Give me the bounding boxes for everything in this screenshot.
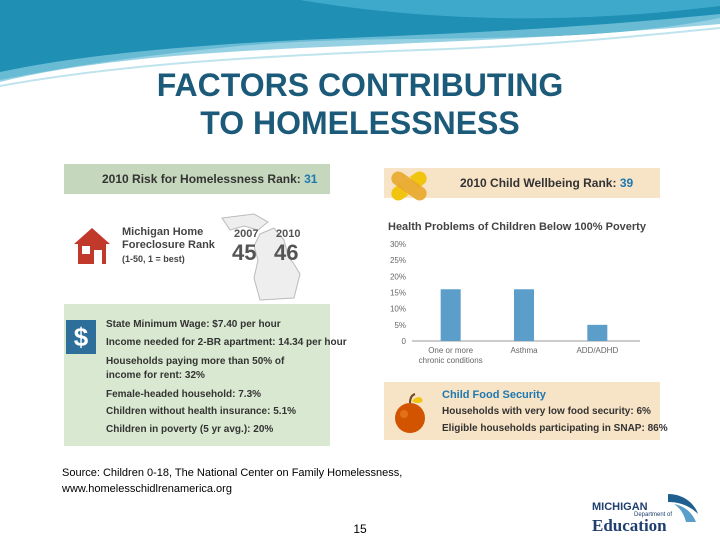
y-tick-label: 20% xyxy=(389,272,406,282)
risk-rank-bar xyxy=(64,164,330,194)
chart-title: Health Problems of Children Below 100% Poverty xyxy=(388,221,646,233)
food-security-title: Child Food Security xyxy=(442,389,546,401)
foreclosure-year-2010: 2010 xyxy=(276,228,301,240)
house-icon xyxy=(72,226,112,266)
stat-female-headed: Female-headed household: 7.3% xyxy=(106,389,262,400)
page-number: 15 xyxy=(353,522,367,536)
y-tick-label: 30% xyxy=(389,240,406,249)
logo-education: Education xyxy=(592,516,667,534)
chart-plot-area xyxy=(390,240,640,365)
wellbeing-rank-label: 2010 Child Wellbeing Rank: xyxy=(460,176,617,190)
source-line-2: www.homelesschidlrenamerica.org xyxy=(62,483,232,495)
stat-min-wage: State Minimum Wage: $7.40 per hour xyxy=(106,319,281,330)
logo-department-of: Department of xyxy=(634,512,673,518)
x-tick-label: chronic conditions xyxy=(418,356,483,365)
y-tick-label: 25% xyxy=(389,256,406,266)
foreclosure-rank-2007: 45 xyxy=(232,240,257,265)
x-tick-label: One or more xyxy=(428,346,474,355)
bar xyxy=(587,325,607,341)
apple-icon xyxy=(390,392,430,434)
foreclosure-rank-2010: 46 xyxy=(274,240,299,265)
wellbeing-rank-value: 39 xyxy=(619,176,634,190)
title-line-2: TO HOMELESSNESS xyxy=(200,105,520,141)
risk-rank-value: 31 xyxy=(304,172,318,186)
bar xyxy=(441,289,461,341)
bandage-icon xyxy=(386,166,432,206)
stat-uninsured-children: Children without health insurance: 5.1% xyxy=(106,406,297,417)
stat-households-rent-1: Households paying more than 50% of xyxy=(106,356,285,367)
health-problems-chart xyxy=(384,212,660,378)
foreclosure-label: Michigan Home Foreclosure Rank xyxy=(122,226,215,251)
risk-rank-label: 2010 Risk for Homelessness Rank: xyxy=(102,172,301,186)
foreclosure-sublabel: (1-50, 1 = best) xyxy=(122,254,185,264)
bar xyxy=(514,289,534,341)
slide-title xyxy=(60,66,660,142)
stat-income-needed: Income needed for 2-BR apartment: 14.34 per hour xyxy=(106,337,347,348)
michigan-education-logo xyxy=(590,490,702,534)
stat-households-rent-2: income for rent: 32% xyxy=(106,370,205,381)
foreclosure-year-2007: 2007 xyxy=(234,228,259,240)
source-citation xyxy=(62,465,442,497)
y-tick-label: 0 xyxy=(401,337,406,346)
x-tick-label: Asthma xyxy=(510,346,538,355)
food-security-line-2: Eligible households participating in SNAP: 86% xyxy=(442,423,668,434)
source-line-1: Source: Children 0-18, The National Center on Family Homelessness, xyxy=(62,467,403,479)
y-tick-label: 10% xyxy=(389,304,406,314)
y-tick-label: 5% xyxy=(394,320,406,330)
food-security-line-1: Households with very low food security: 6% xyxy=(442,406,651,417)
x-tick-label: ADD/ADHD xyxy=(576,346,619,355)
y-tick-label: 15% xyxy=(389,288,406,298)
stat-child-poverty: Children in poverty (5 yr avg.): 20% xyxy=(106,424,274,435)
dollar-icon: $ xyxy=(66,320,96,354)
title-line-1: FACTORS CONTRIBUTING xyxy=(156,67,564,103)
logo-michigan: MICHIGAN xyxy=(592,501,648,513)
